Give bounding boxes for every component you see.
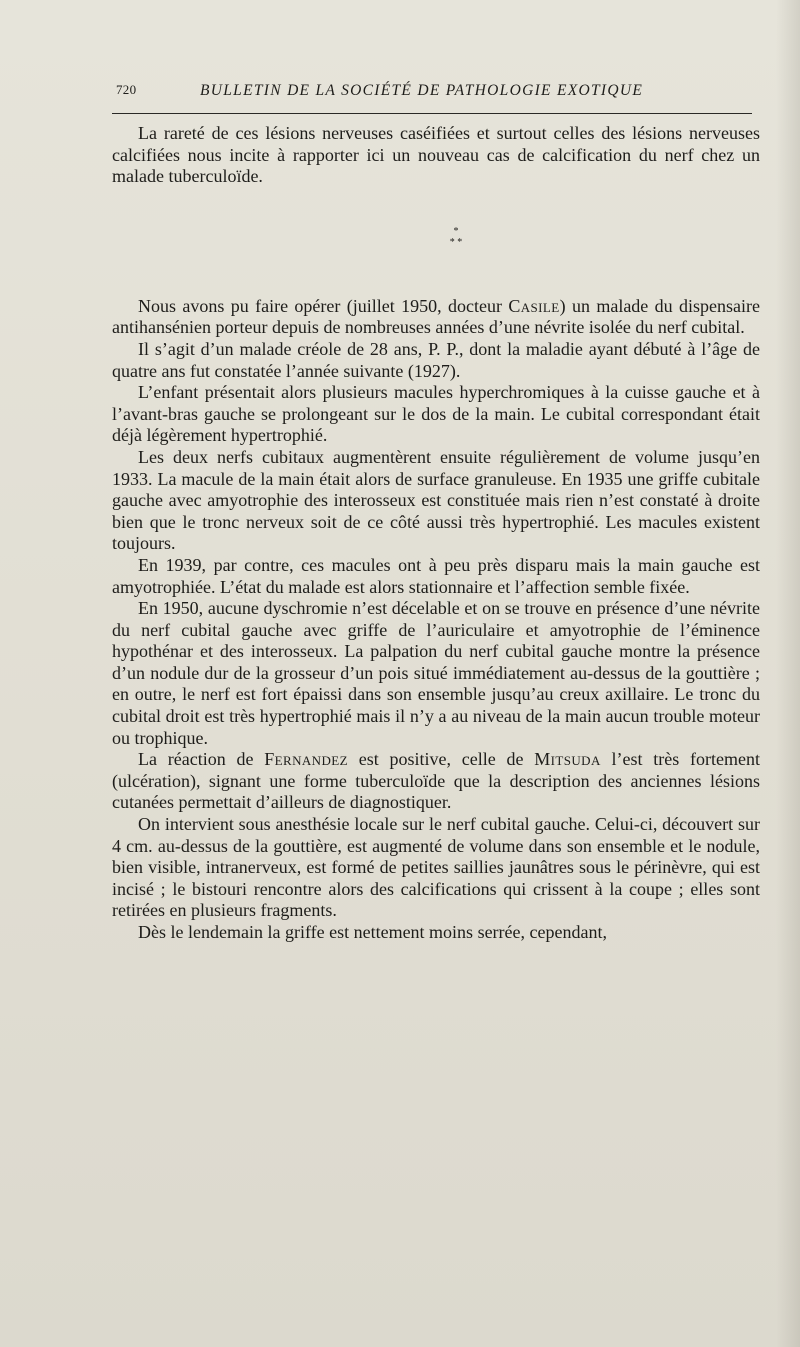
paragraph-operation bbox=[112, 296, 760, 339]
intro-paragraph: La rareté de ces lésions nerveuses caséifiées et surtout celles des lésions nerveuses calcifiées nous incite à rapporter ici un nouveau cas de calcification du nerf chez un malade tuberculoïde. bbox=[112, 123, 760, 187]
asterism-top: * bbox=[453, 225, 459, 237]
reaction-text-before: La réaction de bbox=[138, 749, 265, 770]
header-rule bbox=[112, 113, 752, 114]
paragraph-surgery: On intervient sous anesthésie locale sur le nerf cubital gauche. Celui-ci, découvert sur 4 cm. au-dessus de la gouttière, est augmenté de volume dans son ensemble et le nodule, bien visible, intranerveux, est formé de petites saillies jaunâtres sous le périnèvre, qui est incisé ; le bistouri rencontre alors des calcifications qui crissent à la coupe ; elles sont retirées en plusieurs fragments. bbox=[112, 814, 760, 921]
page-header bbox=[112, 82, 752, 108]
section-asterism bbox=[112, 226, 760, 248]
asterism-bottom: * * bbox=[449, 236, 463, 248]
paragraph-reaction bbox=[112, 749, 760, 814]
running-title: BULLETIN DE LA SOCIÉTÉ DE PATHOLOGIE EXOTIQUE bbox=[200, 82, 644, 99]
operation-text-before: Nous avons pu faire opérer (juillet 1950, docteur bbox=[138, 295, 509, 316]
body-text bbox=[112, 123, 760, 944]
page-number: 720 bbox=[116, 82, 137, 97]
surgeon-name: Casile bbox=[508, 295, 560, 316]
paragraph-next-day: Dès le lendemain la griffe est nettement moins serrée, cependant, bbox=[138, 922, 607, 942]
page-edge-shadow bbox=[776, 0, 800, 1347]
name-fernandez: Fernandez bbox=[264, 749, 348, 770]
paragraph-case-evolution: Les deux nerfs cubitaux augmentèrent ensuite régulièrement de volume jusqu’en 1933. La macule de la main était alors de surface granuleuse. En 1935 une griffe cubitale gauche avec amyotrophie des interosseux est constituée mais rien n’est constaté à droite bien que le tronc nerveux soit de ce côté aussi très hypertrophié. Les macules existent toujours. bbox=[112, 446, 760, 554]
reaction-text-middle: est positive, celle de bbox=[347, 749, 535, 770]
operation-text-after: ) un malade du dispensaire antihansénien porteur depuis de nombreuses années d’une névrite isolée du nerf cubital. bbox=[112, 295, 760, 338]
paragraph-case-1950: En 1950, aucune dyschromie n’est décelable et on se trouve en présence d’une névrite du nerf cubital gauche avec griffe de l’auriculaire et amyotrophie de l’éminence hypothénar et des interosseux. La palpation du nerf cubital gauche montre la présence d’un nodule dur de la grosseur d’un pois situé immédiatement au-dessus de la gouttière ; en outre, le nerf est fort épaissi dans son ensemble jusqu’au creux axillaire. Le tronc du cubital droit est très hypertrophié mais il n’y a au niveau de la main aucun trouble moteur ou trophique. bbox=[112, 598, 760, 748]
paragraph-case-age: Il s’agit d’un malade créole de 28 ans, P. P., dont la maladie ayant débuté à l’âge de quatre ans fut constatée l’année suivante (1927). bbox=[112, 338, 760, 381]
paragraph-case-1939: En 1939, par contre, ces macules ont à peu près disparu mais la main gauche est amyotrophiée. L’état du malade est alors stationnaire et l’affection semble fixée. bbox=[112, 554, 760, 597]
name-mitsuda: Mitsuda bbox=[534, 749, 601, 770]
paragraph-case-child: L’enfant présentait alors plusieurs macules hyperchromiques à la cuisse gauche et à l’avant-bras gauche se prolongeant sur le dos de la main. Le cubital correspondant était déjà légèrement hypertrophié. bbox=[112, 382, 760, 446]
reaction-text-after: l’est très fortement (ulcération), signant une forme tuberculoïde que la description des anciennes lésions cutanées permettait d’ailleurs de diagnostiquer. bbox=[112, 749, 761, 813]
